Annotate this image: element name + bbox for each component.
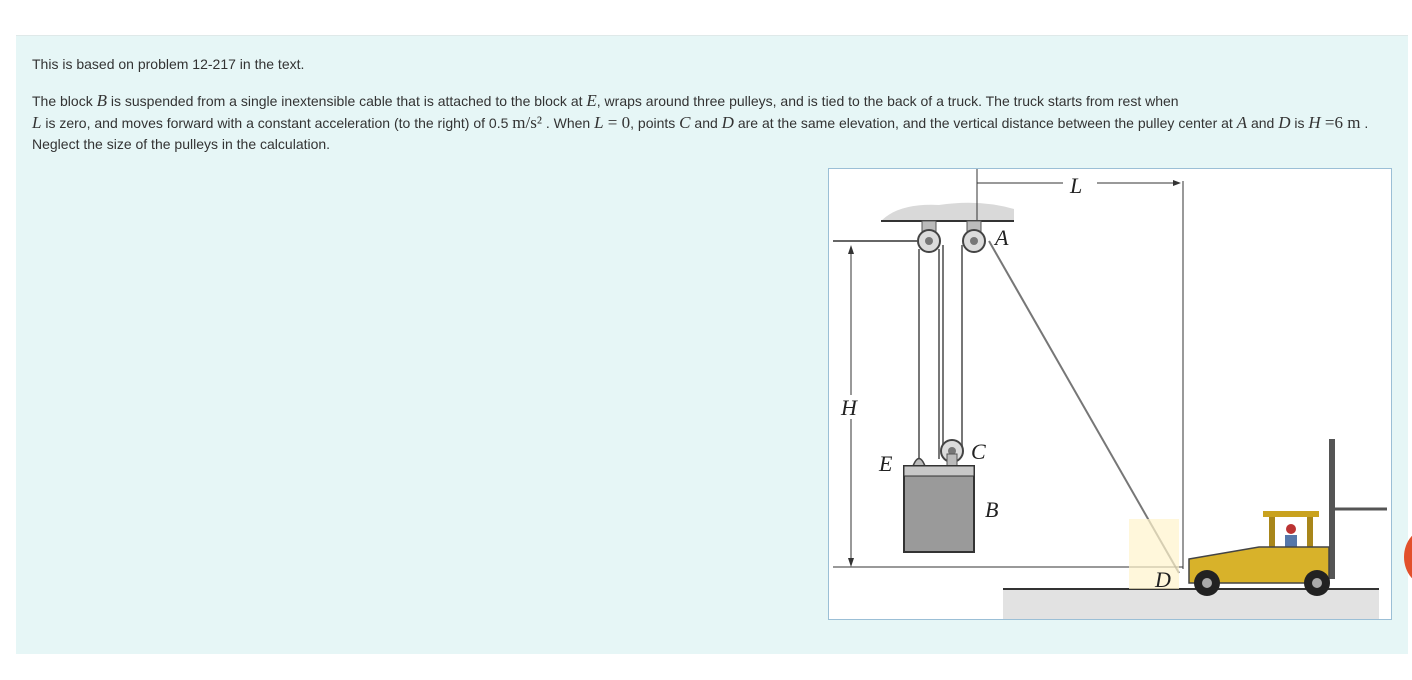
pulley-C — [941, 440, 963, 466]
label-C: C — [971, 439, 986, 464]
label-B: B — [985, 497, 999, 522]
truck-canopy — [1263, 511, 1319, 517]
text-s5: . When — [541, 115, 595, 131]
truck-mast — [1329, 439, 1335, 579]
label-D: D — [1155, 567, 1171, 592]
text-s11: . Neglect the size of the pulleys in the calculation. — [32, 115, 1369, 152]
pulley-left — [918, 221, 940, 252]
text-s4: is zero, and moves forward with a constant acceleration (to the right) of 0.5 — [41, 115, 513, 131]
block-B — [904, 466, 974, 552]
label-A: A — [995, 225, 1009, 250]
motion-blur — [1129, 519, 1179, 589]
math-L: L — [32, 113, 42, 132]
truck — [1189, 439, 1387, 596]
question-panel — [16, 35, 1408, 654]
text-s7: and — [690, 115, 722, 131]
text-s1: The block — [32, 93, 97, 109]
text-s3: , wraps around three pulleys, and is tied to the back of a truck. The truck starts from rest when — [596, 93, 1179, 109]
math-L-2: L — [594, 113, 604, 132]
ceiling-support — [881, 203, 1014, 221]
truck-rear-hub — [1202, 578, 1212, 588]
h-dimension-arrow-bottom — [848, 558, 854, 567]
math-A: A — [1236, 113, 1248, 132]
pulley-A — [963, 221, 985, 252]
pulley-diagram-svg — [829, 169, 1391, 619]
h-dimension-arrow-top — [848, 245, 854, 254]
problem-statement — [32, 90, 1392, 155]
text-s9: and — [1247, 115, 1279, 131]
truck-front-hub — [1312, 578, 1322, 588]
driver-head — [1286, 524, 1296, 534]
block-B-top — [904, 466, 974, 476]
label-L: L — [1070, 173, 1083, 198]
math-eq-H: =6 — [1320, 113, 1348, 132]
math-C: C — [679, 113, 691, 132]
text-s10: is — [1290, 115, 1309, 131]
math-E: E — [586, 91, 597, 110]
math-accel-unit: m/s² — [512, 113, 542, 132]
problem-intro: This is based on problem 12-217 in the text. — [32, 56, 305, 72]
label-H: H — [841, 395, 857, 420]
pulley-figure — [828, 168, 1392, 620]
math-eq-zero: = 0 — [603, 113, 631, 132]
text-s2: is suspended from a single inextensible cable that is attached to the block at — [106, 93, 587, 109]
l-dimension-arrowhead — [1173, 180, 1181, 186]
math-unit-m: m — [1347, 113, 1361, 132]
attachment-E — [913, 459, 925, 467]
math-B: B — [96, 91, 107, 110]
text-s6: , points — [630, 115, 680, 131]
math-D-2: D — [1278, 113, 1291, 132]
text-s8: are at the same elevation, and the vertical distance between the pulley center at — [733, 115, 1237, 131]
math-D: D — [721, 113, 734, 132]
label-E: E — [879, 451, 893, 476]
math-H: H — [1308, 113, 1321, 132]
